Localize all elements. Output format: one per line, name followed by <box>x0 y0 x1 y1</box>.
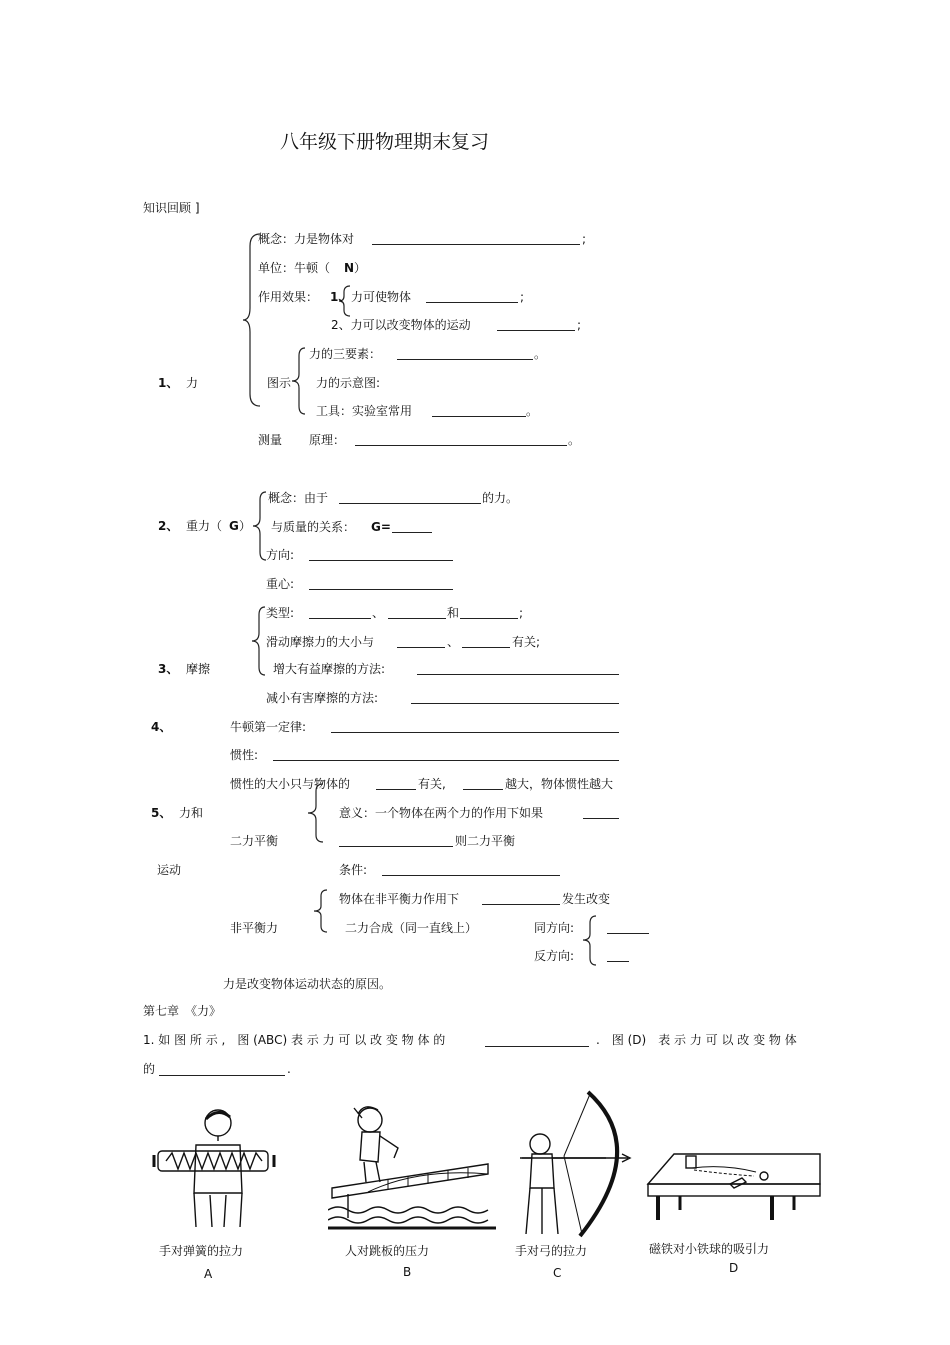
force-diagram-label: 力的示意图: <box>316 376 381 390</box>
section-number: 2、 <box>158 519 179 533</box>
sliding-factor2-blank[interactable] <box>462 647 510 648</box>
figure-label: D <box>729 1261 739 1275</box>
opposite-direction-label: 反方向: <box>534 949 575 963</box>
nonbalance-blank[interactable] <box>482 904 560 905</box>
gravity-concept-blank[interactable] <box>339 503 481 504</box>
section-heading: 知识回顾 ] <box>143 201 200 215</box>
illustration-label: 图示 <box>267 376 292 390</box>
item-number: 1、 <box>330 290 351 304</box>
principle-blank[interactable] <box>355 445 567 446</box>
newton-law-label: 牛顿第一定律: <box>230 720 307 734</box>
force-concept-blank[interactable] <box>372 244 580 245</box>
gravity-direction-label: 方向: <box>266 548 295 562</box>
then-balance-label: 则二力平衡 <box>455 834 516 848</box>
question-text: 的 <box>143 1062 156 1076</box>
punctuation: ） <box>239 519 252 533</box>
three-elements-blank[interactable] <box>397 359 533 360</box>
principle-label: 原理： <box>309 433 346 447</box>
punctuation: 、 <box>447 635 460 649</box>
decrease-friction-blank[interactable] <box>411 703 619 704</box>
force-unit-label: 单位：牛顿（ <box>258 261 331 275</box>
figure-label: B <box>403 1265 412 1279</box>
figure-caption: 手对弓的拉力 <box>515 1244 588 1258</box>
figure-caption: 手对弹簧的拉力 <box>159 1244 244 1258</box>
section-number: 3、 <box>158 662 179 676</box>
force-concept-label: 概念：力是物体对 <box>258 232 355 246</box>
nonbalance-change-label: 发生改变 <box>562 892 611 906</box>
related-label: 有关, <box>418 777 446 791</box>
gravity-formula: G= <box>371 520 391 534</box>
balance-meaning-blank2[interactable] <box>339 846 453 847</box>
brace-icon <box>251 605 267 677</box>
section-number: 4、 <box>151 720 172 734</box>
gravity-concept-end: 的力。 <box>482 491 519 505</box>
force-effect1-blank[interactable] <box>426 302 518 303</box>
balance-meaning-blank[interactable] <box>583 818 619 819</box>
force-effect2-label: 2、力可以改变物体的运动 <box>331 318 471 332</box>
magnet-ball-icon <box>644 1148 824 1224</box>
section-label: 摩擦 <box>186 662 211 676</box>
gravity-symbol: G <box>229 519 239 533</box>
mass-relation-label: 与质量的关系： <box>271 520 356 534</box>
gravity-center-blank[interactable] <box>309 589 453 590</box>
punctuation: 、 <box>372 606 385 620</box>
punctuation: ; <box>582 232 587 246</box>
brace-icon <box>242 232 262 408</box>
gravity-concept-label: 概念：由于 <box>268 491 329 505</box>
punctuation: . <box>287 1062 291 1076</box>
gravity-direction-blank[interactable] <box>309 560 453 561</box>
brace-icon <box>582 914 598 968</box>
archer-bow-icon <box>510 1088 635 1240</box>
figure-caption: 磁铁对小铁球的吸引力 <box>649 1242 770 1256</box>
three-elements-label: 力的三要素： <box>309 347 382 361</box>
newton-law-blank[interactable] <box>331 732 619 733</box>
figure-caption: 人对跳板的压力 <box>345 1244 430 1258</box>
section-number: 5、 <box>151 806 172 820</box>
sliding-factor1-blank[interactable] <box>397 647 445 648</box>
section-label: 力 <box>186 376 199 390</box>
balance-label: 二力平衡 <box>230 834 279 848</box>
same-direction-blank[interactable] <box>607 933 649 934</box>
section-label: 力和 <box>179 806 204 820</box>
page-title: 八年级下册物理期末复习 <box>280 131 490 153</box>
section-label: 重力（ <box>186 519 223 533</box>
tool-label: 工具：实验室常用 <box>316 404 413 418</box>
punctuation: ; <box>577 318 582 332</box>
sliding-friction-label: 滑动摩擦力的大小与 <box>266 635 375 649</box>
gravity-formula-blank[interactable] <box>392 532 432 533</box>
inertia-bigger-blank[interactable] <box>463 789 503 790</box>
chapter-heading: 第七章 《力》 <box>143 1004 222 1018</box>
punctuation: ; <box>519 606 524 620</box>
figure-label: A <box>204 1267 213 1281</box>
figure-label: C <box>553 1266 562 1280</box>
balance-condition-label: 条件: <box>339 863 368 877</box>
punctuation: 。 <box>534 347 547 361</box>
force-effect-label: 作用效果： <box>258 290 319 304</box>
nonbalance-line1-label: 物体在非平衡力作用下 <box>339 892 460 906</box>
increase-friction-label: 增大有益摩擦的方法: <box>273 662 386 676</box>
opposite-direction-blank[interactable] <box>607 961 629 962</box>
brace-icon <box>313 888 329 936</box>
decrease-friction-label: 减小有害摩擦的方法: <box>266 691 379 705</box>
tool-blank[interactable] <box>432 416 526 417</box>
force-unit-symbol: N <box>344 261 355 275</box>
friction-types-label: 类型: <box>266 606 295 620</box>
conjunction: 和 <box>447 606 460 620</box>
brace-icon <box>291 346 307 416</box>
inertia-bigger-label: 越大，物体惯性越大 <box>505 777 614 791</box>
force-effect1-label: 力可使物体 <box>351 290 412 304</box>
balance-meaning-label: 意义：一个物体在两个力的作用下如果 <box>339 806 544 820</box>
gravity-center-label: 重心: <box>266 577 295 591</box>
punctuation: 。 <box>526 404 539 418</box>
inertia-label: 惯性: <box>230 748 259 762</box>
force-effect2-blank[interactable] <box>497 330 575 331</box>
friction-type1-blank[interactable] <box>309 618 371 619</box>
punctuation: ; <box>520 290 525 304</box>
question1-blank1[interactable] <box>485 1046 589 1047</box>
resultant-force-label: 二力合成（同一直线上） <box>345 921 478 935</box>
nonbalance-label: 非平衡力 <box>230 921 279 935</box>
conclusion: 力是改变物体运动状态的原因。 <box>223 977 392 991</box>
friction-type3-blank[interactable] <box>460 618 518 619</box>
inertia-size-label: 惯性的大小只与物体的 <box>230 777 351 791</box>
punctuation: ） <box>354 261 367 275</box>
spring-stretch-icon <box>150 1105 280 1237</box>
brace-icon <box>307 782 325 844</box>
same-direction-label: 同方向: <box>534 921 575 935</box>
friction-type2-blank[interactable] <box>388 618 446 619</box>
measure-label: 测量 <box>258 433 283 447</box>
inertia-blank[interactable] <box>273 760 619 761</box>
question-text: . 图 (D) 表 示 力 可 以 改 变 物 体 <box>596 1033 797 1047</box>
related-label: 有关; <box>512 635 541 649</box>
punctuation: 。 <box>568 433 581 447</box>
question1-blank2[interactable] <box>159 1075 285 1076</box>
section-number: 1、 <box>158 376 179 390</box>
balance-condition-blank[interactable] <box>382 875 560 876</box>
increase-friction-blank[interactable] <box>417 674 619 675</box>
inertia-factor-blank[interactable] <box>376 789 416 790</box>
question-text: 1. 如 图 所 示 , 图 (ABC) 表 示 力 可 以 改 变 物 体 的 <box>143 1033 446 1047</box>
diving-board-icon <box>328 1098 498 1232</box>
section-label: 运动 <box>157 863 182 877</box>
